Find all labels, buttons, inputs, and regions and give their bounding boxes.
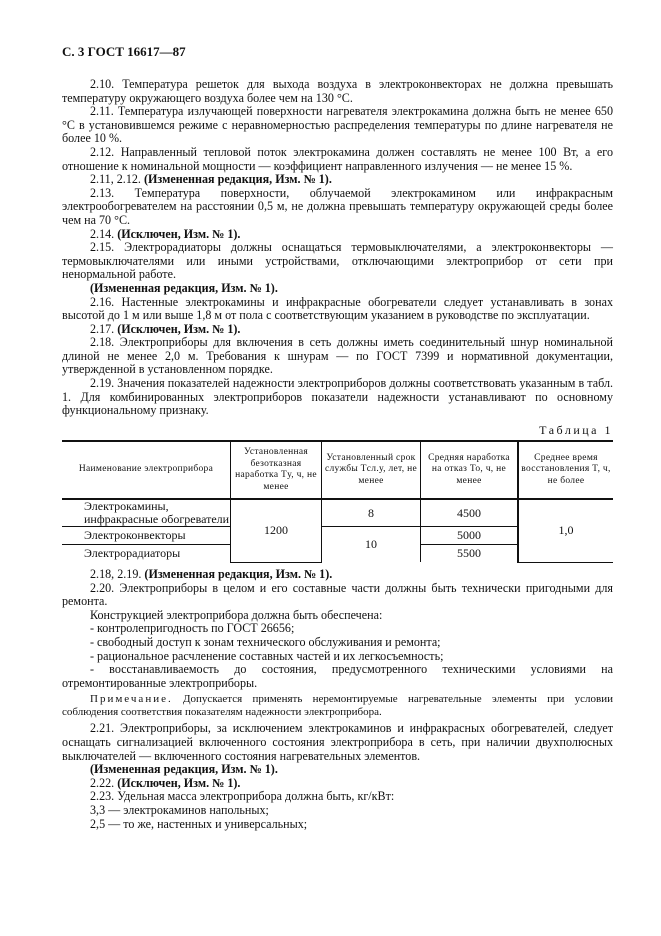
table-header: Средняя наработка на отказ To, ч, не менее [421, 441, 519, 499]
paragraph-text: 2.18. Электроприборы для включения в сеть должны иметь соединительный шнур номинальной длиной не менее 2,0 м. Требования к шнурам — по ГОСТ 7399 и нормативной документации, утвержденной в установленном порядке. [62, 335, 613, 377]
note-text: Допускается применять неремонтируемые нагревательные элементы при условии соблюдения соответствия показателям надежности электроприбора. [62, 693, 613, 719]
table-cell: 5500 [421, 545, 519, 563]
paragraph [62, 804, 613, 818]
table-header: Среднее время восстановления T, ч, не более [518, 441, 613, 499]
paragraph [62, 241, 613, 282]
paragraph-text: 2.18, 2.19. [90, 567, 145, 581]
paragraph-text: 2.13. Температура поверхности, облучаемой электрокамином или инфракрасным электрообогревателем на расстоянии 0,5 м, не должна превышать температуру окружающей среды более чем на 70 °С. [62, 185, 613, 227]
paragraph-text: 2.17. [90, 321, 118, 336]
paragraph-text: 2,5 — то же, настенных и универсальных; [90, 816, 308, 831]
paragraph [62, 187, 613, 228]
paragraph-text: 2.16. Настенные электрокамины и инфракрасные обогреватели следует устанавливать в зонах высотой до 1 м или выше 1,8 м от пола с соответствующим указанием в руководстве по эксплуатации. [62, 294, 613, 323]
table-cell: 8 [322, 499, 421, 527]
paragraph [62, 296, 613, 323]
paragraph-text: 2.11. Температура излучающей поверхности нагревателя электрокамина должна быть не менее 650 °С в установившемся режиме с неравномерностью распределения температуры по длине нагревателя не более 10 %. [62, 104, 613, 146]
paragraph-text: 2.10. Температура решеток для выхода воздуха в электроконвекторах не должна превышать температуру окружающего воздуха более чем на 130 °С. [62, 77, 613, 105]
amendment-note: (Измененная редакция, Изм. № 1). [90, 762, 278, 777]
paragraph-text: 2.12. Направленный тепловой поток электрокамина должен составлять не менее 100 Вт, а его отношение к номинальной мощности — коэффициент направленного излучения — не менее 15 %. [62, 144, 613, 173]
paragraph [62, 622, 613, 636]
paragraph-text: - контролепригодность по ГОСТ 26656; [90, 621, 295, 636]
paragraph [62, 323, 613, 337]
page-header: С. 3 ГОСТ 16617—87 [62, 44, 186, 59]
paragraph-text: - свободный доступ к зонам технического обслуживания и ремонта; [90, 634, 441, 649]
reliability-table [62, 440, 613, 563]
paragraph-text: 2.22. [90, 775, 118, 790]
table-header: Наименование электроприбора [62, 441, 231, 499]
table-cell: Электрорадиаторы [84, 546, 181, 560]
amendment-note: (Исключен, Изм. № 1). [117, 775, 241, 790]
table-cell: 10 [322, 527, 421, 563]
paragraph [62, 636, 613, 650]
paragraph [62, 336, 613, 377]
amendment-note: (Исключен, Изм. № 1). [117, 321, 241, 336]
table-cell: Электроконвекторы [62, 527, 231, 545]
paragraph-text: - рациональное расчленение составных частей и их легкосъемность; [90, 648, 444, 663]
amendment-note: (Исключен, Изм. № 1). [117, 226, 241, 241]
paragraph-text: 2.20. Электроприборы в целом и его составные части должны быть технически пригодными для ремонта. [62, 580, 613, 609]
table-cell: 4500 [421, 499, 519, 527]
table-row [62, 499, 613, 527]
paragraph [62, 609, 613, 623]
paragraph [62, 282, 613, 296]
amendment-note: (Измененная редакция, Изм. № 1). [90, 280, 278, 295]
amendment-note: (Измененная редакция, Изм. № 1). [144, 567, 333, 581]
table-cell: 1,0 [518, 499, 613, 562]
paragraph [62, 818, 613, 832]
table-cell: 5000 [421, 527, 519, 545]
paragraph [62, 582, 613, 609]
table-header: Установленная безотказная наработка Tу, ч, не менее [231, 441, 322, 499]
paragraph-text: 2.11, 2.12. [90, 172, 144, 187]
paragraph-text: 3,3 — электрокаминов напольных; [90, 802, 269, 817]
paragraph [62, 650, 613, 664]
paragraph [62, 568, 613, 582]
paragraph-text: 2.15. Электрорадиаторы должны оснащаться термовыключателями, а электроконвекторы — термовыключателями или иными устройствами, отключающими электроприбор от сети при ненормальной работе. [62, 240, 613, 282]
paragraph [62, 763, 613, 777]
paragraph [62, 228, 613, 242]
section-top [62, 78, 613, 418]
amendment-note: (Измененная редакция, Изм. № 1). [143, 172, 332, 187]
paragraph [62, 663, 613, 690]
paragraph-text: 2.21. Электроприборы, за исключением электрокаминов и инфракрасных обогревателей, следует оснащать сигнализацией включенного состояния электроприбора в сеть, при наличии двухполюсных выключателей — включенного состояния нагревательных элементов. [62, 721, 613, 763]
paragraph [62, 722, 613, 763]
table-header: Установленный срок службы Tсл.у, лет, не менее [322, 441, 421, 499]
paragraph [62, 377, 613, 418]
section-bottom [62, 568, 613, 831]
table-cell: Электрокамины, инфракрасные обогреватели [62, 499, 231, 527]
paragraph [62, 105, 613, 146]
table-cell: 1200 [231, 499, 322, 562]
paragraph-text: Конструкцией электроприбора должна быть обеспечена: [90, 607, 383, 622]
paragraph [62, 173, 613, 187]
paragraph [62, 146, 613, 173]
paragraph-text: - восстанавливаемость до состояния, предусмотренного техническими условиями на отремонтированные электроприборы. [62, 662, 613, 690]
paragraph [62, 777, 613, 791]
note-label: Примечание. [90, 693, 173, 706]
paragraph-text: 2.23. Удельная масса электроприбора должна быть, кг/кВт: [90, 789, 395, 804]
paragraph-text: 2.14. [90, 226, 118, 241]
paragraph-text: 2.19. Значения показателей надежности электроприборов должны соответствовать указанным в табл. 1. Для комбинированных электроприборов показатели надежности устанавливают по основному функциональному признаку. [62, 376, 613, 418]
paragraph [62, 78, 613, 105]
paragraph [62, 790, 613, 804]
table-caption: Таблица 1 [539, 423, 613, 437]
